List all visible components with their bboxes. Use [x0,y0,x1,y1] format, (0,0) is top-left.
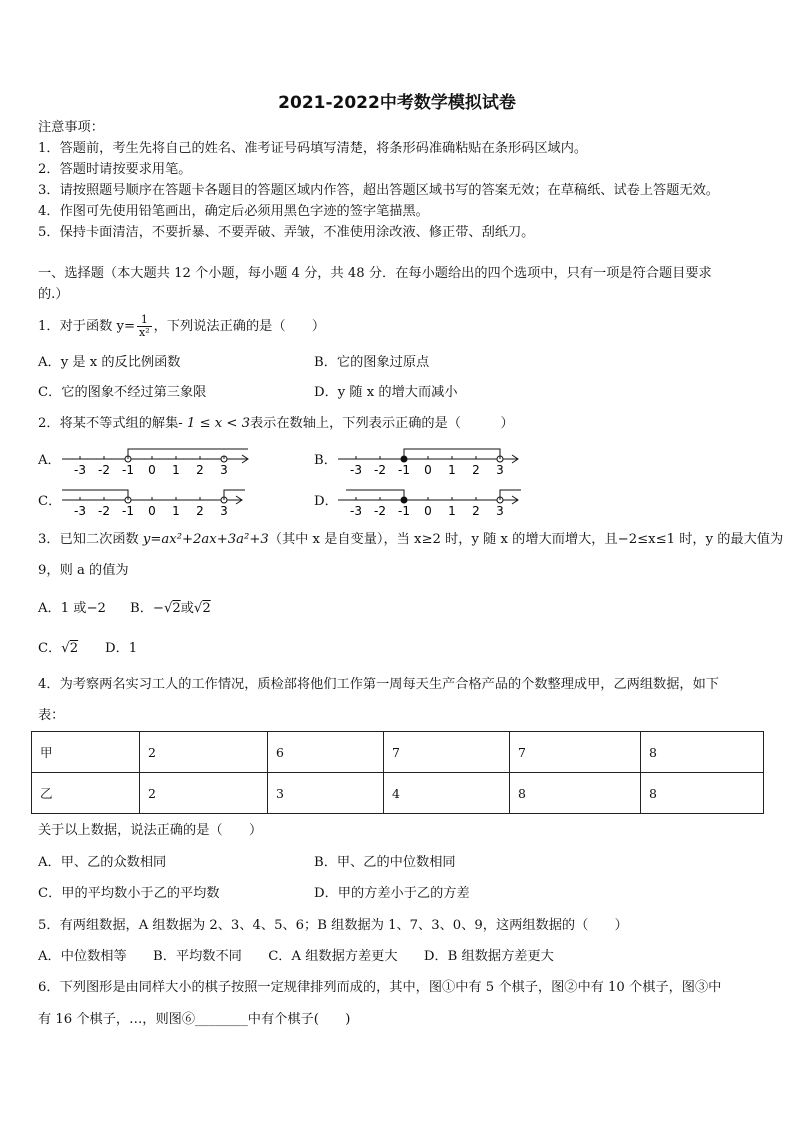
table-cell: 2 [140,732,268,773]
q2-label-b: B． [314,453,337,468]
number-line-b [336,443,531,477]
table-cell: 乙 [32,773,140,814]
table-row [32,732,764,773]
q3-option-c-prefix: C． [38,641,62,656]
tick-label: -2 [98,504,110,518]
tick-label: 1 [172,504,180,518]
q4-option-b: B．甲、乙的中位数相同 [314,855,456,870]
tick-label: -3 [74,504,86,518]
tick-label: 1 [448,504,456,518]
notice-item: 2．答题时请按要求用笔。 [38,162,192,177]
notice-item: 1．答题前，考生先将自己的姓名、准考证号码填写清楚，将条形码准确粘贴在条形码区域内。 [38,141,588,156]
tick-label: 0 [424,463,432,477]
question-4-stem: 4．为考察两名实习工人的工作情况，质检部将他们工作第一周每天生产合格产品的个数整理成甲，乙两组数据，如下 [38,677,719,692]
question-5-options: A．中位数相等 B．平均数不同 C．A 组数据方差更大 D．B 组数据方差更大 [38,949,554,964]
notice-item: 3．请按照题号顺序在答题卡各题目的答题区域内作答，超出答题区域书写的答案无效；在草稿纸、试卷上答题无效。 [38,183,719,198]
q3-option-c: C．√2 [38,641,79,656]
q1-option-d: D．y 随 x 的增大而减小 [314,385,458,400]
tick-label: -1 [398,504,410,518]
tick-label: 3 [220,504,228,518]
tick-label: -3 [350,463,362,477]
question-3-stem-cont: 9，则 a 的值为 [38,563,129,578]
question-4-stem-cont: 表： [38,708,65,723]
q3-option-b-prefix: B．− [130,601,164,616]
number-line-d [336,484,531,518]
q3-option-b: B．−√2或√2 [130,601,211,616]
question-3-stem [38,531,783,549]
tick-label: 2 [196,504,204,518]
q2-inequality: - 1 ≤ x < 3 [178,416,250,431]
question-1-stem [38,314,325,339]
question-6-stem: 6．下列图形是由同样大小的棋子按照一定规律排列而成的，其中，图①中有 5 个棋子，图②中有 10 个棋子，图③中 [38,980,722,995]
notice-item: 4．作图可先使用铅笔画出，确定后必须用黑色字迹的签字笔描黑。 [38,204,429,219]
q2-suffix: 表示在数轴上，下列表示正确的是（ ） [250,416,514,431]
tick-label: 0 [148,463,156,477]
q4-option-a: A．甲、乙的众数相同 [38,855,167,870]
q1-suffix: ，下列说法正确的是（ ） [153,319,326,334]
tick-label: 3 [496,463,504,477]
table-cell: 2 [140,773,268,814]
denominator: x² [139,326,150,339]
q2-label-c: C． [38,494,62,509]
q3-option-d: D．1 [105,641,138,656]
q2-label-a: A． [38,453,61,468]
tick-label: 3 [496,504,504,518]
tick-label: -1 [122,463,134,477]
q1-option-a: A．y 是 x 的反比例函数 [38,355,181,370]
question-6-stem-cont: 有 16 个棋子，…，则图⑥________中有个棋子( ) [38,1012,351,1027]
q2-label-d: D． [314,494,338,509]
number-line-c [60,484,255,518]
tick-label: 1 [448,463,456,477]
section-heading-cont: 的.） [38,287,69,302]
fraction [137,314,152,339]
table-row [32,773,764,814]
tick-label: 2 [472,504,480,518]
q3-option-b-mid: 或 [180,601,194,616]
data-table [31,731,764,814]
q3-function: y=ax²+2ax+3a²+3 [142,532,269,547]
q1-option-b: B．它的图象过原点 [314,355,430,370]
tick-label: -2 [374,504,386,518]
numerator: 1 [137,314,152,327]
radicand: 2 [172,601,181,616]
number-line-a [60,443,255,477]
tick-label: 1 [172,463,180,477]
tick-label: -3 [350,504,362,518]
tick-label: -1 [398,463,410,477]
radicand: 2 [69,641,79,656]
q3-option-a: A．1 或−2 [38,601,106,616]
table-cell: 6 [268,732,384,773]
table-cell: 4 [384,773,510,814]
tick-label: -3 [74,463,86,477]
section-heading: 一、选择题（本大题共 12 个小题，每小题 4 分，共 48 分．在每小题给出的四个选项中，只有一项是符合题目要求 [38,266,712,281]
tick-label: -2 [374,463,386,477]
question-4-question: 关于以上数据，说法正确的是（ ） [38,823,263,838]
tick-label: -2 [98,463,110,477]
question-5-stem: 5．有两组数据，A 组数据为 2、3、4、5、6；B 组数据为 1、7、3、0、9，这两组数据的（ ） [38,918,628,933]
tick-label: 2 [196,463,204,477]
table-cell: 7 [510,732,641,773]
q3-text: 3．已知二次函数 [38,532,143,547]
q1-option-c: C．它的图象不经过第三象限 [38,385,207,400]
table-cell: 7 [384,732,510,773]
notice-heading: 注意事项： [38,120,104,135]
table-cell: 8 [641,732,764,773]
tick-label: -1 [122,504,134,518]
number-line-b-svg [336,443,531,477]
number-line-d-svg [336,484,531,518]
tick-label: 3 [220,463,228,477]
tick-label: 2 [472,463,480,477]
question-2-stem [38,415,514,433]
tick-label: 0 [424,504,432,518]
q4-option-c: C．甲的平均数小于乙的平均数 [38,886,220,901]
q2-prefix: 2．将某不等式组的解集 [38,416,179,431]
number-line-c-svg [60,484,255,518]
page-title: 2021-2022中考数学模拟试卷 [278,93,516,113]
notice-item: 5．保持卡面清洁，不要折暴、不要弄破、弄皱，不准使用涂改液、修正带、刮纸刀。 [38,225,535,240]
q4-option-d: D．甲的方差小于乙的方差 [314,886,470,901]
q1-prefix: 1．对于函数 y= [38,319,136,334]
q3-text: （其中 x 是自变量），当 x≥2 时，y 随 x 的增大而增大，且−2≤x≤1 时，y 的最大值为 [268,532,784,547]
table-cell: 8 [641,773,764,814]
radicand: 2 [202,601,211,616]
table-cell: 甲 [32,732,140,773]
tick-label: 0 [148,504,156,518]
table-cell: 8 [510,773,641,814]
table-cell: 3 [268,773,384,814]
number-line-a-svg [60,443,255,477]
